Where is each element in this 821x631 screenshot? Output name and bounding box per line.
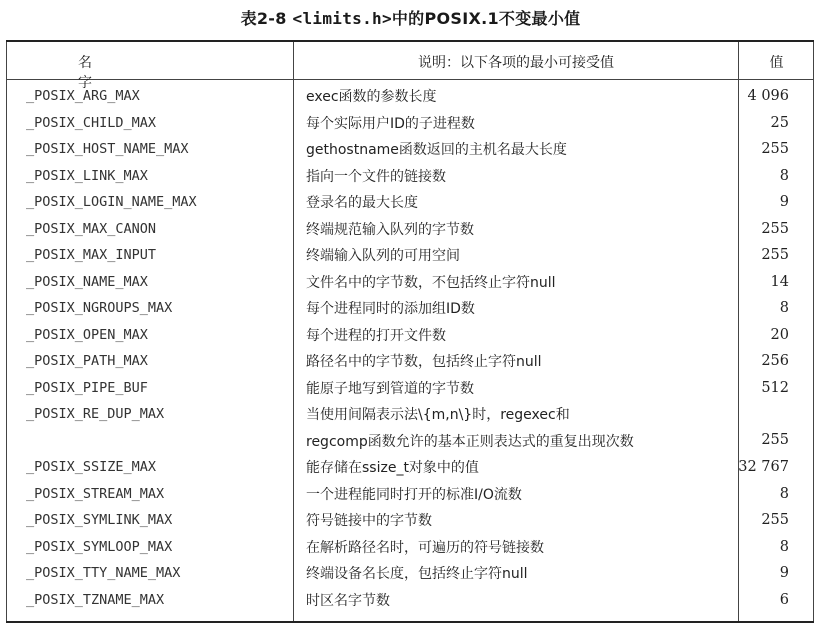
limit-description [306, 84, 736, 111]
limit-description [306, 217, 736, 244]
limit-description-line: 终端设备名长度，包括终止字符null [306, 566, 528, 582]
limit-name: _POSIX_SSIZE_MAX [26, 459, 157, 475]
caption-header-file: <limits.h> [292, 9, 392, 28]
limit-value: 256 [761, 353, 789, 369]
limit-description-line: regcomp函数允许的基本正则表达式的重复出现次数 [306, 433, 634, 450]
table-row [6, 561, 814, 588]
table-row [6, 535, 814, 562]
limit-description [306, 376, 736, 403]
limit-value: 9 [779, 194, 789, 210]
limit-description-line: 文件名中的字节数，不包括终止字符null [306, 274, 556, 291]
table-row [6, 270, 814, 297]
limit-value: 255 [761, 220, 789, 237]
table-row [6, 84, 814, 111]
table-row [6, 190, 814, 217]
limit-name: _POSIX_HOST_NAME_MAX [26, 141, 189, 157]
limit-description [306, 164, 736, 191]
limit-description-line: 当使用间隔表示法\{m,n\}时，regexec和 [306, 407, 570, 423]
limit-description [306, 455, 736, 482]
limit-value: 512 [761, 379, 789, 396]
table-row [6, 402, 814, 455]
limit-value: 9 [779, 565, 789, 581]
limit-value: 8 [779, 538, 789, 555]
limit-description-line: 能原子地写到管道的字节数 [306, 380, 474, 397]
limit-name: _POSIX_SYMLOOP_MAX [26, 538, 173, 555]
limit-description-line: 终端规范输入队列的字节数 [306, 221, 474, 238]
header-value: 值 [769, 55, 784, 71]
limit-description-line: 能存储在ssize_t对象中的值 [306, 460, 479, 476]
header-description: 说明：以下各项的最小可接受值 [418, 55, 614, 71]
table-row [6, 217, 814, 244]
limit-value: 8 [779, 485, 789, 502]
limit-description [306, 588, 736, 615]
table-row [6, 137, 814, 164]
limit-description [306, 482, 736, 509]
limit-value: 255 [761, 512, 789, 528]
limit-name: _POSIX_CHILD_MAX [26, 114, 157, 131]
limit-description-line: 在解析路径名时，可遍历的符号链接数 [306, 539, 544, 556]
limit-name: _POSIX_RE_DUP_MAX [26, 406, 165, 422]
table-caption [0, 6, 821, 29]
limit-description [306, 349, 736, 376]
header-name: 名字 [78, 55, 126, 91]
limit-description [306, 296, 736, 323]
limit-name: _POSIX_NAME_MAX [26, 273, 148, 290]
limit-name: _POSIX_LINK_MAX [26, 167, 148, 184]
limit-description [306, 243, 736, 270]
table-row [6, 296, 814, 323]
limit-value: 8 [779, 300, 789, 316]
limit-description [306, 535, 736, 562]
table-row [6, 508, 814, 535]
limit-description-line: 登录名的最大长度 [306, 195, 418, 211]
limit-description [306, 508, 736, 535]
limit-name: _POSIX_MAX_CANON [26, 220, 157, 237]
limit-name: _POSIX_TZNAME_MAX [26, 591, 165, 608]
table-row [6, 482, 814, 509]
limit-value: 6 [779, 591, 789, 608]
table-row [6, 111, 814, 138]
limit-value: 32 767 [738, 459, 789, 475]
table-row [6, 376, 814, 403]
table-header [6, 42, 814, 91]
limit-description-line: 一个进程能同时打开的标准I/O流数 [306, 486, 522, 503]
caption-number: 表2-8 [240, 9, 287, 28]
limit-name: _POSIX_PATH_MAX [26, 353, 148, 369]
limit-value: 4 096 [747, 88, 789, 104]
limit-description [306, 111, 736, 138]
limit-value: 8 [779, 167, 789, 184]
limit-description-line: 每个进程同时的添加组ID数 [306, 301, 475, 317]
limit-value: 25 [770, 114, 789, 131]
table-row [6, 243, 814, 270]
limit-description [306, 137, 736, 164]
limit-value: 255 [761, 432, 789, 448]
table-row [6, 349, 814, 376]
caption-text: 中的POSIX.1不变最小值 [391, 9, 581, 28]
limit-name: _POSIX_TTY_NAME_MAX [26, 565, 181, 581]
limit-description-line: 时区名字节数 [306, 592, 390, 609]
limit-name: _POSIX_LOGIN_NAME_MAX [26, 194, 197, 210]
table-row [6, 164, 814, 191]
limit-name: _POSIX_STREAM_MAX [26, 485, 165, 502]
limit-description-line: 符号链接中的字节数 [306, 513, 432, 529]
table-row [6, 455, 814, 482]
limit-description-line: gethostname函数返回的主机名最大长度 [306, 142, 567, 158]
table-row [6, 588, 814, 615]
limit-name: _POSIX_ARG_MAX [26, 88, 140, 104]
limit-name: _POSIX_NGROUPS_MAX [26, 300, 173, 316]
limit-description [306, 402, 736, 455]
limit-name: _POSIX_PIPE_BUF [26, 379, 148, 396]
limit-name: _POSIX_OPEN_MAX [26, 326, 148, 343]
limit-description-line: exec函数的参数长度 [306, 89, 437, 105]
limit-description-line: 路径名中的字节数，包括终止字符null [306, 354, 542, 370]
limit-value: 255 [761, 141, 789, 157]
limit-description [306, 323, 736, 350]
limits-table [6, 40, 814, 623]
limit-value: 14 [770, 273, 789, 290]
limit-value: 255 [761, 247, 789, 263]
limit-description-line: 每个进程的打开文件数 [306, 327, 446, 344]
limit-description [306, 270, 736, 297]
table-body [6, 84, 814, 614]
limit-description-line: 每个实际用户ID的子进程数 [306, 115, 475, 132]
limit-description [306, 561, 736, 588]
table-row [6, 323, 814, 350]
limit-name: _POSIX_MAX_INPUT [26, 247, 157, 263]
limit-name: _POSIX_SYMLINK_MAX [26, 512, 173, 528]
limit-description [306, 190, 736, 217]
limit-description-line: 终端输入队列的可用空间 [306, 248, 460, 264]
limit-value: 20 [770, 326, 789, 343]
limit-description-line: 指向一个文件的链接数 [306, 168, 446, 185]
